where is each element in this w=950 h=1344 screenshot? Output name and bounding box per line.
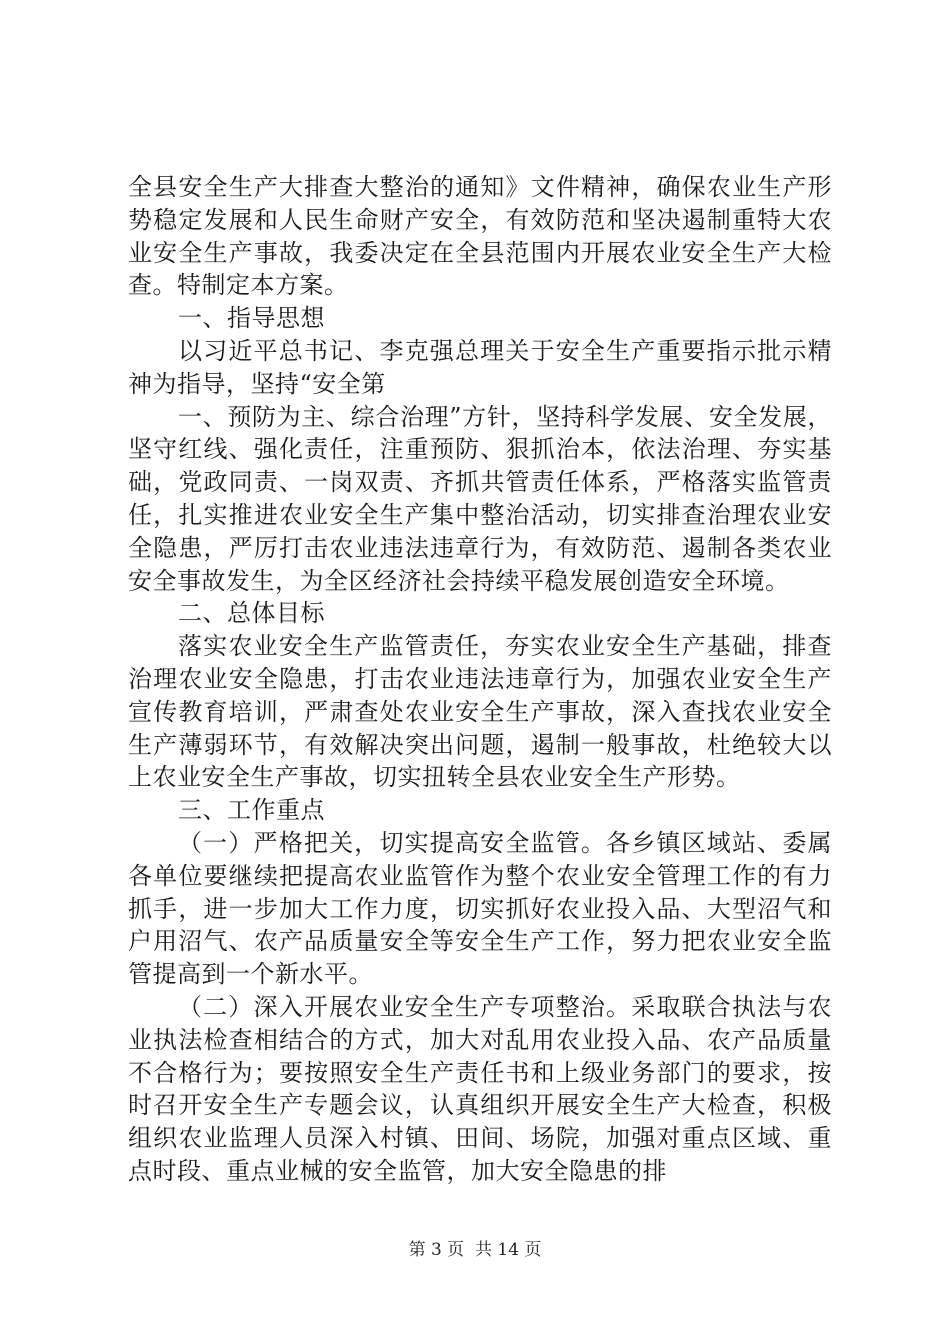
paragraph-overall-goal: 落实农业安全生产监管责任，夯实农业安全生产基础，排查治理农业安全隐患，打击农业违法违章行为，加强农业安全生产宣传教育培训，严肃查处农业安全生产事故，深入查找农业安全生产薄弱环节，有效解决突出问题，遏制一般事故，杜绝较大以上农业安全生产事故，切实扭转全县农业安全生产形势。 [128, 632, 832, 792]
paragraph-guiding-thought-continued: 一、预防为主、综合治理”方针，坚持科学发展、安全发展，坚守红线、强化责任，注重预防、狠抓治本，依法治理、夯实基础，党政同责、一岗双责、齐抓共管责任体系，严格落实监管责任，扎实推进农业安全生产集中整治活动，切实排查治理农业安全隐患，严厉打击农业违法违章行为，有效防范、遏制各类农业安全事故发生，为全区经济社会持续平稳发展创造安全环境。 [128, 402, 832, 595]
paragraph-guiding-thought: 以习近平总书记、李克强总理关于安全生产重要指示批示精神为指导，坚持“安全第 [128, 336, 832, 398]
heading-guiding-thought: 一、指导思想 [178, 304, 325, 333]
page-footer [0, 1240, 950, 1260]
heading-work-focus: 三、工作重点 [178, 796, 325, 825]
heading-overall-goal: 二、总体目标 [178, 599, 325, 628]
page-number-label: 第 3 页 共 14 页 [408, 1240, 542, 1260]
paragraph-intro-continued: 全县安全生产大排查大整治的通知》文件精神，确保农业生产形势稳定发展和人民生命财产安全，有效防范和坚决遏制重特大农业安全生产事故，我委决定在全县范围内开展农业安全生产大检查。特制定本方案。 [128, 173, 832, 300]
paragraph-work-focus-2: （二）深入开展农业安全生产专项整治。采取联合执法与农业执法检查相结合的方式，加大对乱用农业投入品、农产品质量不合格行为；要按照安全生产责任书和上级业务部门的要求，按时召开安全生产专题会议，认真组织开展安全生产大检查，积极组织农业监理人员深入村镇、田间、场院，加强对重点区域、重点时段、重点业械的安全监管，加大安全隐患的排 [128, 992, 832, 1185]
paragraph-work-focus-1: （一）严格把关，切实提高安全监管。各乡镇区域站、委属各单位要继续把提高农业监管作为整个农业安全管理工作的有力抓手，进一步加大工作力度，切实抓好农业投入品、大型沼气和户用沼气、农产品质量安全等安全生产工作，努力把农业安全监管提高到一个新水平。 [128, 828, 832, 989]
document-body [128, 171, 832, 1188]
